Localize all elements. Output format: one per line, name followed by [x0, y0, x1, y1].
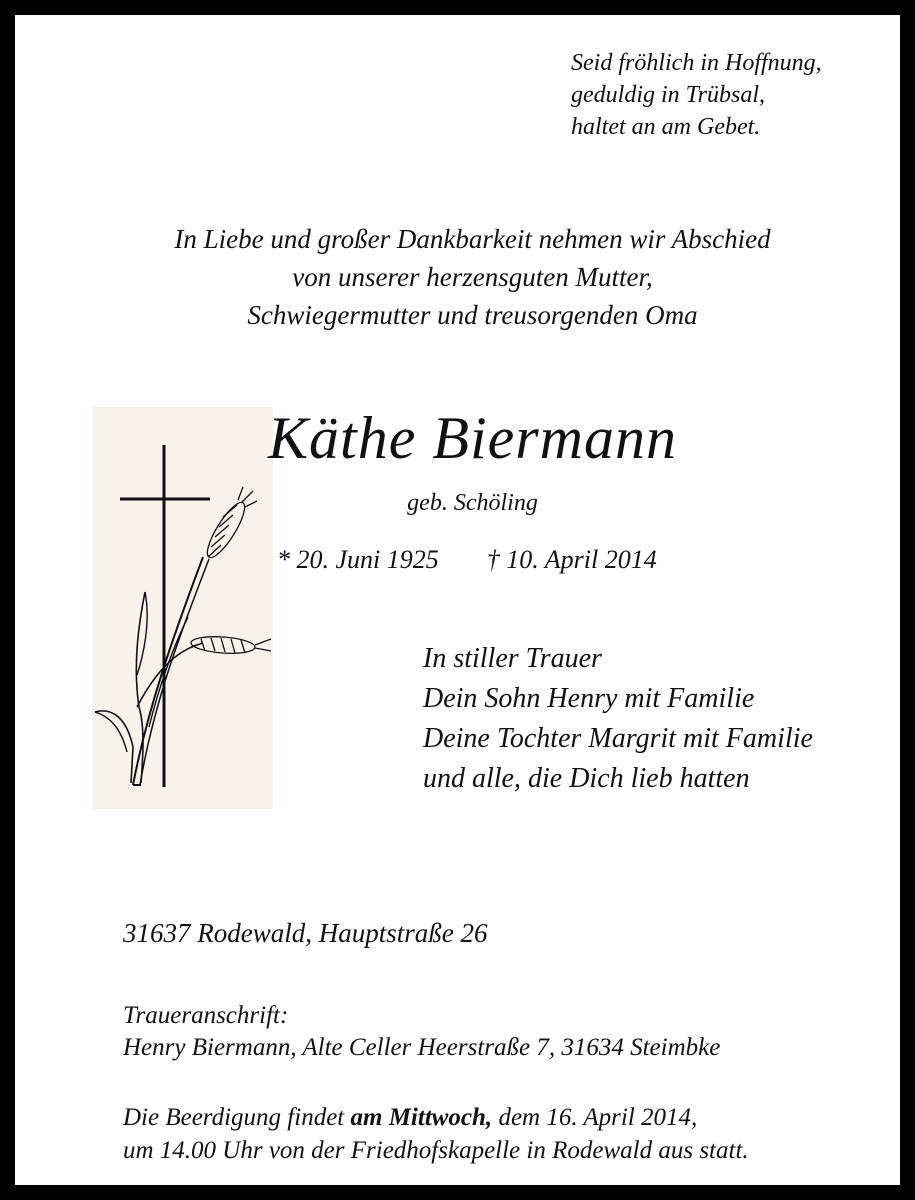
motto-line-2: geduldig in Trübsal, — [571, 82, 766, 108]
birth-date: * 20. Juni 1925 — [277, 545, 439, 574]
deceased-name: Käthe Biermann — [268, 405, 677, 471]
mourner-line-3: und alle, die Dich lieb hatten — [423, 763, 750, 794]
funeral-date: dem 16. April 2014, — [492, 1104, 698, 1131]
mourner-line-2: Deine Tochter Margrit mit Familie — [423, 723, 813, 754]
intro-line-2: von unserer herzensguten Mutter, — [292, 262, 653, 292]
condolence-address — [123, 1000, 720, 1064]
condolence-value: Henry Biermann, Alte Celler Heerstraße 7, 31634 Steimbke — [123, 1034, 721, 1061]
motto-verse — [571, 47, 822, 143]
funeral-line-2: um 14.00 Uhr von der Friedhofskapelle in Rodewald aus statt. — [123, 1137, 749, 1164]
intro-line-1: In Liebe und großer Dankbarkeit nehmen wir Abschied — [174, 224, 771, 254]
birth-name: geb. Schöling — [407, 490, 538, 516]
death-date: † 10. April 2014 — [486, 545, 657, 574]
life-dates — [277, 543, 657, 577]
mourners-heading: In stiller Trauer — [423, 643, 602, 674]
funeral-line-1 — [123, 1101, 749, 1134]
funeral-prefix: Die Beerdigung findet — [123, 1104, 351, 1131]
mourner-line-1: Dein Sohn Henry mit Familie — [423, 683, 755, 714]
intro-line-3: Schwiegermutter und treusorgenden Oma — [247, 300, 698, 330]
funeral-notice — [123, 1101, 749, 1167]
funeral-weekday: am Mittwoch, — [350, 1104, 493, 1131]
motto-line-1: Seid fröhlich in Hoffnung, — [571, 50, 822, 76]
motto-line-3: haltet an am Gebet. — [571, 114, 761, 140]
intro-text — [75, 220, 870, 334]
family-address: 31637 Rodewald, Hauptstraße 26 — [123, 918, 488, 948]
condolence-label: Traueranschrift: — [123, 1002, 289, 1029]
mourners-block — [423, 639, 813, 799]
